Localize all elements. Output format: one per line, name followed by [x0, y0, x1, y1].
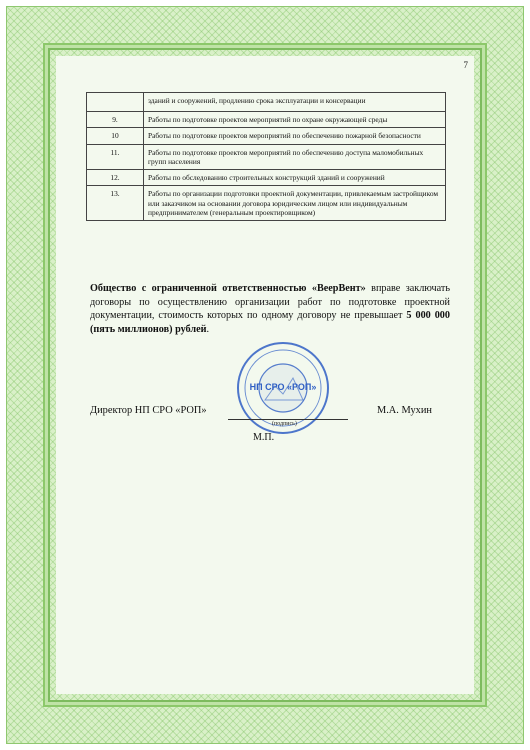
company-name: Общество с ограниченной ответственностью «ВеерВент»: [90, 283, 366, 294]
table-row: [87, 170, 446, 186]
row-number: 9.: [87, 112, 144, 128]
table-row: [87, 112, 446, 128]
director-name: М.А. Мухин: [376, 405, 432, 416]
contract-limit: 5 000 000 (пять миллионов) рублей: [90, 310, 450, 335]
statement-end: .: [206, 323, 210, 335]
stamp-place-label: М.П.: [253, 432, 275, 443]
row-text: Работы по организации подготовки проектной документации, привлекаемым застройщиком или заказчиком на основании договора юридическим лицом или индивидуальным предпринимателем (генеральным проектировщиком): [144, 186, 446, 221]
signature-block: [90, 405, 450, 425]
signature-line: [228, 419, 348, 420]
row-text: Работы по подготовке проектов мероприятий по обеспечению пожарной безопасности: [144, 128, 446, 144]
row-text: Работы по подготовке проектов мероприятий по охране окружающей среды: [144, 112, 446, 128]
seal-text: НП СРО «РОП»: [249, 382, 317, 392]
works-table: [86, 92, 446, 221]
row-number: [87, 93, 144, 112]
row-number: 12.: [87, 170, 144, 186]
row-number: 13.: [87, 186, 144, 221]
row-number: 11.: [87, 144, 144, 170]
table-row: [87, 93, 446, 112]
director-title: Директор НП СРО «РОП»: [90, 405, 207, 416]
permission-statement: [90, 282, 450, 336]
statement-text: вправе заключать договоры по осуществлению организации работ по подготовке проектной документации, стоимость которых по одному договору не превышает: [90, 283, 450, 322]
row-text: зданий и сооружений, продлению срока эксплуатации и консервации: [144, 93, 446, 112]
table-row: [87, 144, 446, 170]
table-row: [87, 186, 446, 221]
row-text: Работы по обследованию строительных конструкций зданий и сооружений: [144, 170, 446, 186]
table-row: [87, 128, 446, 144]
row-number: 10: [87, 128, 144, 144]
signature-caption: (подпись): [272, 421, 297, 427]
page-number: 7: [463, 60, 468, 70]
row-text: Работы по подготовке проектов мероприятий по обеспечению доступа маломобильных групп населения: [144, 144, 446, 170]
